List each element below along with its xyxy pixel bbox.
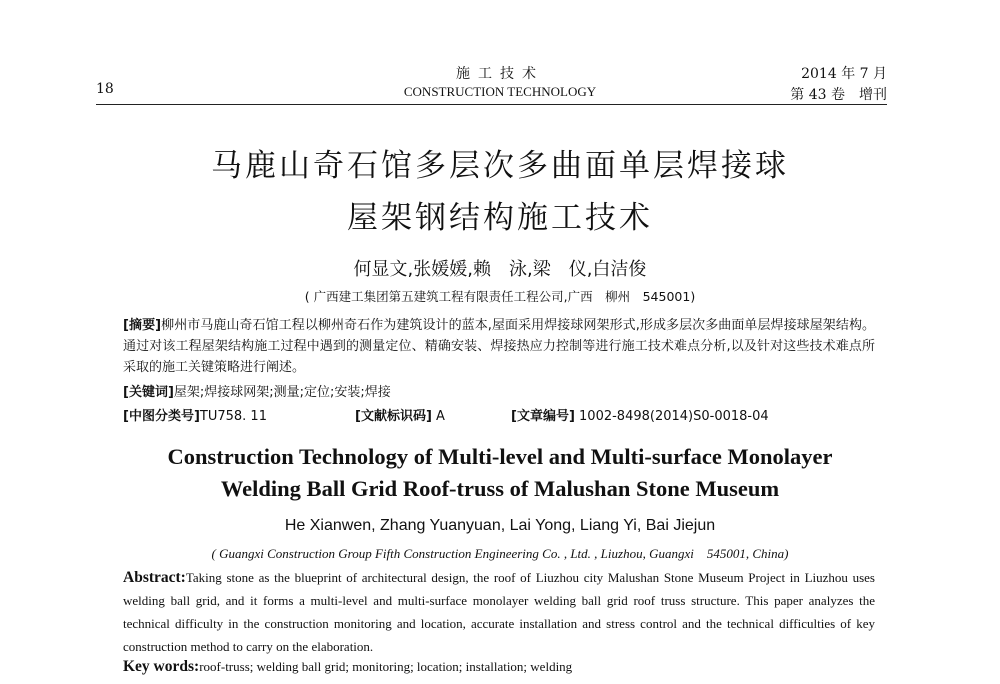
- title-en-line-1: Construction Technology of Multi-level and Multi-surface Monolayer: [167, 444, 833, 469]
- doc-code-label: [文献标识码]: [355, 409, 432, 424]
- title-cn-line-1: 马鹿山奇石馆多层次多曲面单层焊接球: [211, 148, 789, 184]
- keywords-en-text: roof-truss; welding ball grid; monitoring; location; installation; welding: [199, 659, 573, 674]
- abstract-en: [123, 566, 875, 658]
- issue-date: 2014 年 7 月: [801, 66, 887, 82]
- issue-volume: 第 43 卷 增刊: [790, 87, 887, 103]
- title-cn-line-2: 屋架钢结构施工技术: [347, 200, 653, 236]
- abstract-en-text: Taking stone as the blueprint of architectural design, the roof of Liuzhou city Malushan Stone Museum Project in Liuzhou uses welding ball grid, and it forms a multi-level and multi-surface monolayer welding ball grid roof truss structure. This paper analyzes the technical difficulty in the construction monitoring and location, accurate installation and stress control and the technical difficulties of key construction method to carry on the elaboration.: [123, 570, 875, 654]
- keywords-cn-text: 屋架;焊接球网架;测量;定位;安装;焊接: [173, 385, 391, 400]
- authors-en: He Xianwen, Zhang Yuanyuan, Lai Yong, Liang Yi, Bai Jiejun: [284, 517, 716, 534]
- header-rule: [96, 104, 887, 105]
- doc-code-value: A: [436, 409, 445, 424]
- abstract-cn-label: [摘要]: [123, 318, 162, 333]
- keywords-en-label: Key words:: [123, 658, 200, 675]
- abstract-cn-text: 柳州市马鹿山奇石馆工程以柳州奇石作为建筑设计的蓝本,屋面采用焊接球网架形式,形成多层次多曲面单层焊接球屋架结构。通过对该工程屋架结构施工过程中遇到的测量定位、精确安装、焊接热应力控制等进行施工技术难点分析,以及针对这些技术难点所采取的施工关键策略进行阐述。: [123, 318, 876, 375]
- page-number: 18: [96, 81, 114, 97]
- keywords-cn: [123, 382, 875, 403]
- article-no-label: [文章编号]: [511, 409, 575, 424]
- abstract-cn: [123, 315, 875, 378]
- journal-name-cn: 施工技术: [456, 66, 544, 82]
- journal-name-en: CONSTRUCTION TECHNOLOGY: [403, 84, 597, 99]
- keywords-cn-label: [关键词]: [123, 385, 174, 400]
- affiliation-cn: ( 广西建工集团第五建筑工程有限责任工程公司,广西 柳州 545001): [304, 289, 696, 304]
- clc-label: [中图分类号]: [123, 409, 200, 424]
- article-number: [511, 405, 769, 424]
- clc-number: [123, 405, 267, 424]
- article-no-value: 1002-8498(2014)S0-0018-04: [579, 409, 769, 424]
- title-en-line-2: Welding Ball Grid Roof-truss of Malushan Stone Museum: [220, 476, 780, 501]
- document-code: [355, 405, 445, 424]
- classification-row: [123, 405, 875, 427]
- affiliation-en: ( Guangxi Construction Group Fifth Construction Engineering Co. , Ltd. , Liuzhou, Guangxi 545001, China): [211, 546, 789, 561]
- abstract-en-label: Abstract:: [123, 569, 186, 586]
- authors-cn: 何显文,张媛媛,赖 泳,梁 仪,白洁俊: [353, 259, 647, 280]
- clc-value: TU758. 11: [199, 409, 267, 424]
- keywords-en: [123, 658, 875, 676]
